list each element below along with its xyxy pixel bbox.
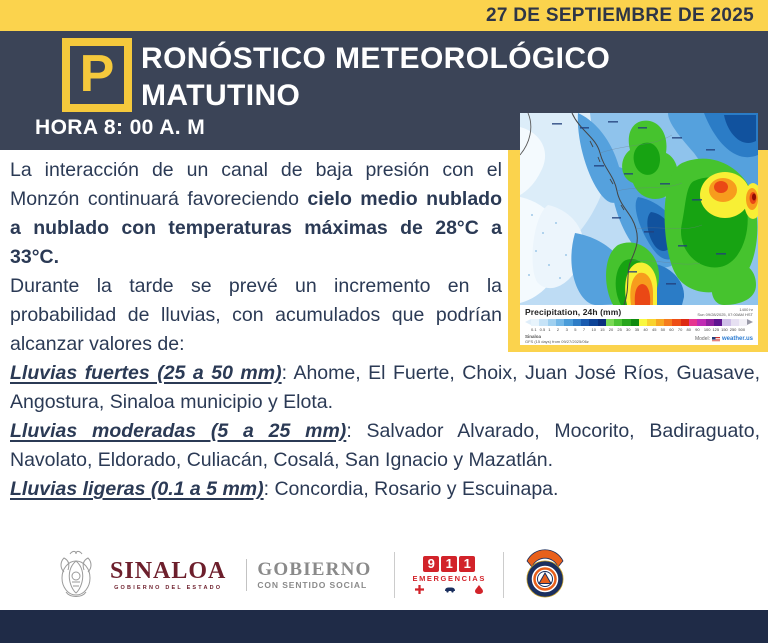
legend-tick-labels: 0.1 0.5 1 2 3 5 7 10 15 20 25 30 35 40 45 50 60 70 80 90 100 125 150 250 500 xyxy=(531,327,746,332)
police-car-icon xyxy=(444,585,456,593)
page-title xyxy=(141,40,610,114)
gobierno-sub: CON SENTIDO SOCIAL xyxy=(257,580,368,590)
sinaloa-logo xyxy=(110,559,226,591)
forecast-time: HORA 8: 00 A. M xyxy=(35,116,206,139)
proteccion-civil-logo xyxy=(521,549,569,601)
legend-model-run: Sinaloa GFS (15 days) from 09/27/2025/06z xyxy=(525,334,589,344)
rain-level-moderate: Lluvias moderadas (5 a 25 mm): Salvador Alvarado, Mocorito, Badiraguato, Navolato, Eldorado, Culiacán, Cosalá, San Ignacio y Mazatlán. xyxy=(10,420,760,471)
map-text-wrap-spacer xyxy=(502,150,760,354)
paragraph-sky-conditions: La interacción de un canal de baja presión con el Monzón continuará favoreciendo cielo medio nublado a nublado con temperaturas máximas de 28°C a 33°C. xyxy=(10,159,502,268)
medical-cross-icon xyxy=(415,585,424,594)
divider xyxy=(394,552,395,598)
divider xyxy=(503,552,504,598)
title-line-2: MATUTINO xyxy=(141,79,301,112)
gobierno-wordmark: GOBIERNO xyxy=(257,559,372,580)
legend-valid-time: 1400 hr Sun 09/28/2025, 07:00AM HST xyxy=(697,307,753,317)
fire-icon xyxy=(475,585,483,594)
digit-1b: 1 xyxy=(459,556,475,572)
date-banner xyxy=(0,0,768,31)
emergencias-label: EMERGENCIAS xyxy=(412,574,486,583)
digit-9: 9 xyxy=(423,556,439,572)
bottom-navy-strip xyxy=(0,610,768,643)
digit-1a: 1 xyxy=(441,556,457,572)
sinaloa-wordmark: SINALOA xyxy=(110,558,227,584)
rain-level-light: Lluvias ligeras (0.1 a 5 mm): Concordia, Rosario y Escuinapa. xyxy=(10,478,559,500)
divider xyxy=(246,559,247,591)
p-logo-letter: P xyxy=(79,45,115,103)
sinaloa-sub: GOBIERNO DEL ESTADO xyxy=(114,585,223,591)
footer xyxy=(0,540,768,610)
p-logo xyxy=(62,38,132,112)
rain-level-strong: Lluvias fuertes (25 a 50 mm): Ahome, El Fuerte, Choix, Juan José Ríos, Guasave, Angostura, Sinaloa municipio y Elota. xyxy=(10,362,760,413)
emergency-911-logo xyxy=(412,556,485,594)
title-line-1: RONÓSTICO METEOROLÓGICO xyxy=(141,42,611,75)
date-text: 27 DE SEPTIEMBRE DE 2025 xyxy=(485,4,754,26)
paragraph-rain-probability: Durante la tarde se prevé un incremento en la probabilidad de lluvias, con acumulados que podrían alcanzar valores de: xyxy=(10,275,502,355)
sinaloa-coat-of-arms-icon xyxy=(50,548,102,602)
forecast-body xyxy=(10,150,760,504)
legend-title: Precipitation, 24h (mm) xyxy=(525,307,622,317)
gobierno-logo xyxy=(257,560,371,590)
weather-us-brand: Model: weather.us xyxy=(694,336,753,342)
